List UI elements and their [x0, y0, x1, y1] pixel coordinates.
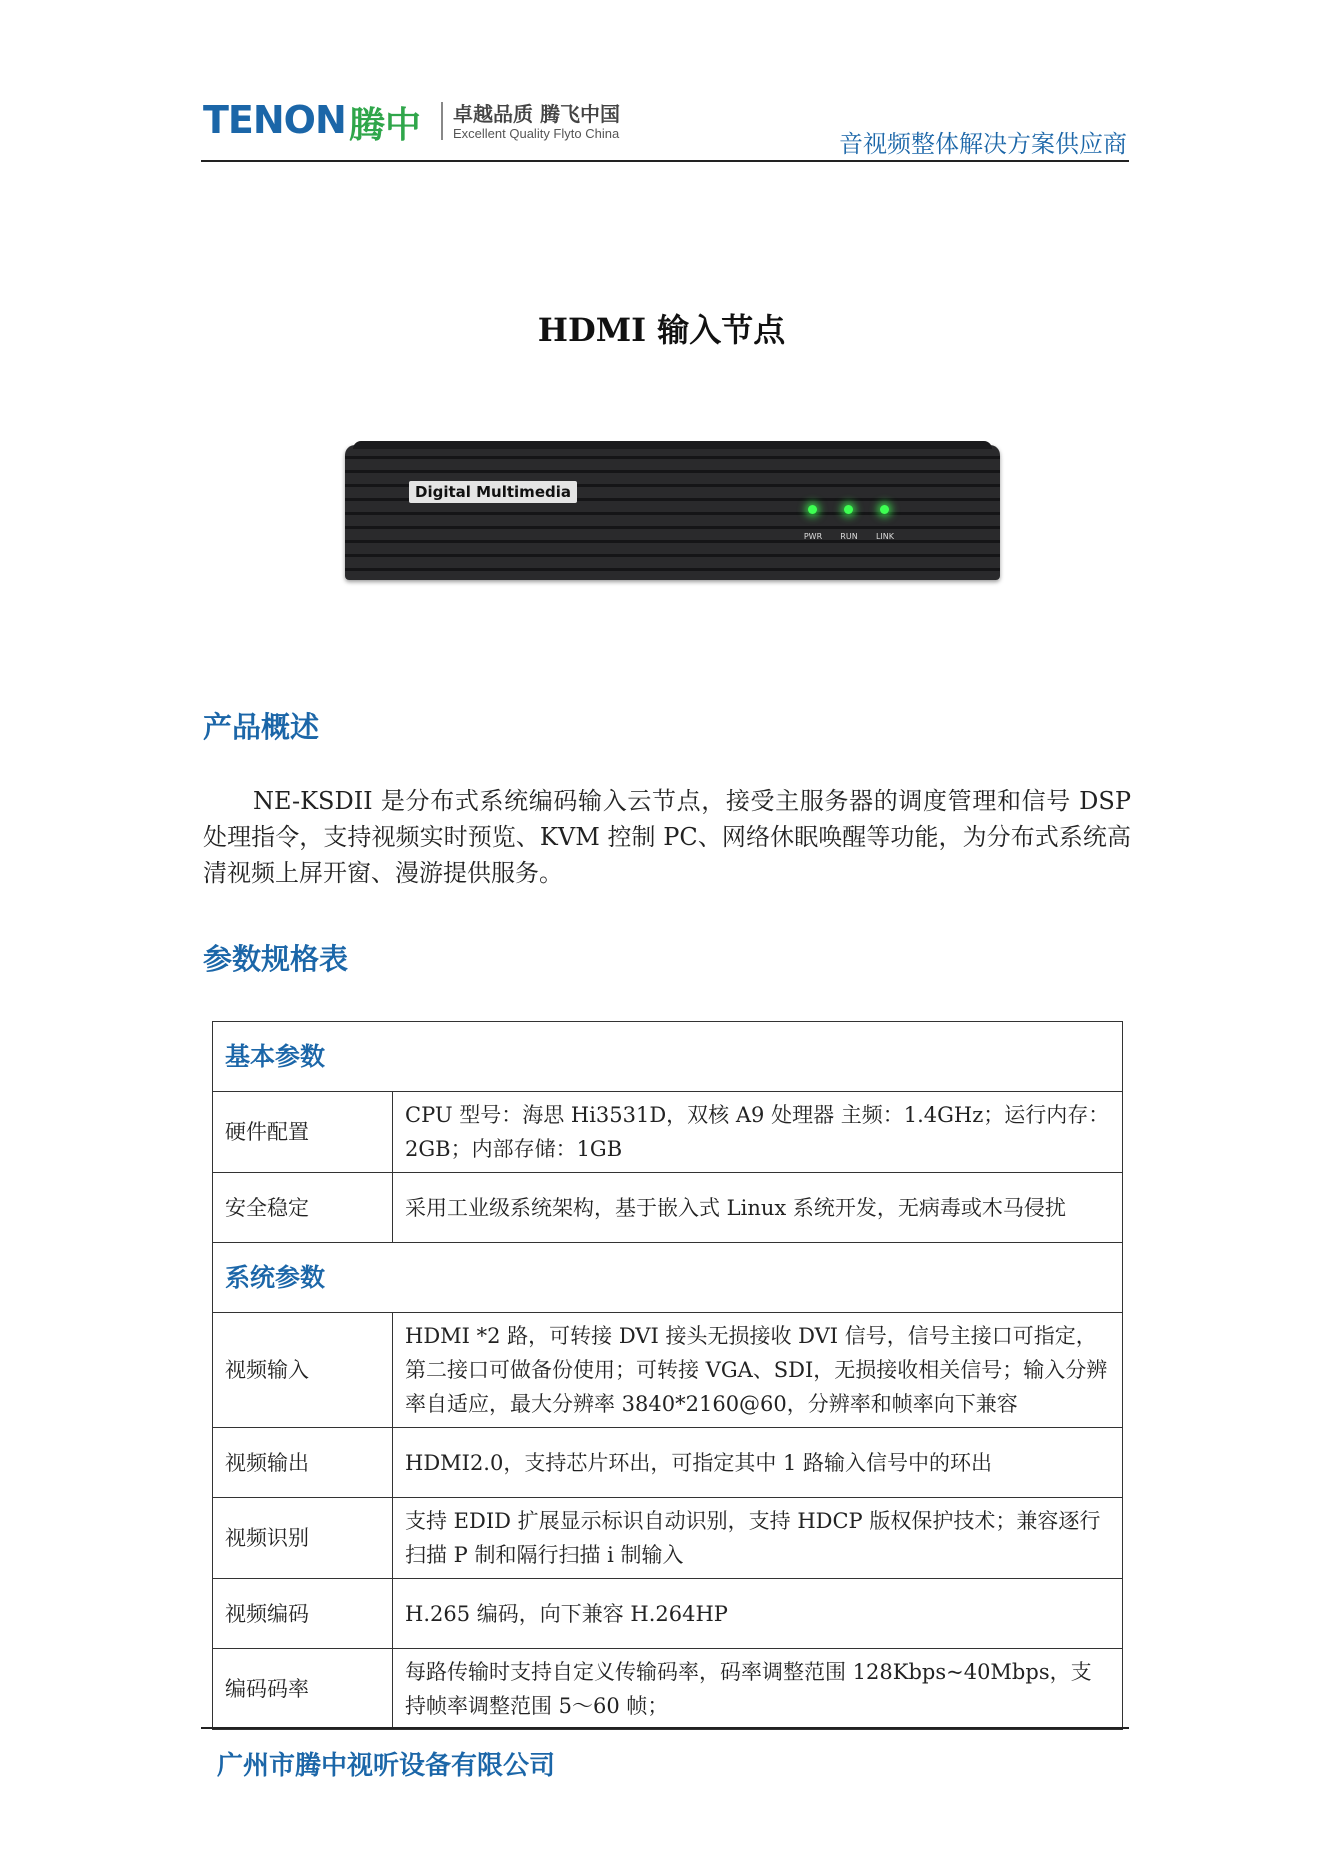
overview-text: [203, 783, 1131, 891]
spec-value: HDMI2.0，支持芯片环出，可指定其中 1 路输入信号中的环出: [393, 1428, 1123, 1498]
spec-row: [213, 1649, 1123, 1730]
spec-value: 支持 EDID 扩展显示标识自动识别，支持 HDCP 版权保护技术；兼容逐行扫描 P 制和隔行扫描 i 制输入: [393, 1498, 1123, 1579]
spec-row: [213, 1428, 1123, 1498]
header-tagline: 音视频整体解决方案供应商: [839, 130, 1127, 158]
overview-heading: 产品概述: [203, 710, 320, 744]
spec-group-row: [213, 1022, 1123, 1092]
led-link: [880, 505, 889, 514]
specs-heading: 参数规格表: [203, 942, 349, 976]
spec-row: [213, 1313, 1123, 1428]
spec-label: 硬件配置: [213, 1092, 393, 1173]
slogan-cn: 卓越品质 腾飞中国: [453, 102, 620, 126]
spec-label: 安全稳定: [213, 1173, 393, 1243]
spec-group-row: [213, 1243, 1123, 1313]
led-label-run: RUN: [840, 532, 858, 541]
led-label-link: LINK: [875, 532, 895, 541]
led-label-pwr: PWR: [803, 532, 823, 541]
device-top-edge: [353, 441, 992, 449]
spec-row: [213, 1092, 1123, 1173]
spec-value: 每路传输时支持自定义传输码率，码率调整范围 128Kbps~40Mbps，支持帧率调整范围 5～60 帧；: [393, 1649, 1123, 1730]
page-title: HDMI 输入节点: [537, 311, 786, 349]
spec-group-title: 系统参数: [213, 1243, 1123, 1313]
spec-label: 视频输出: [213, 1428, 393, 1498]
spec-group-title: 基本参数: [213, 1022, 1123, 1092]
spec-value: 采用工业级系统架构，基于嵌入式 Linux 系统开发，无病毒或木马侵扰: [393, 1173, 1123, 1243]
spec-label: 视频识别: [213, 1498, 393, 1579]
spec-value: HDMI *2 路，可转接 DVI 接头无损接收 DVI 信号，信号主接口可指定，第二接口可做备份使用；可转接 VGA、SDI，无损接收相关信号；输入分辨率自适应，最大分辨率 3840*2160@60，分辨率和帧率向下兼容: [393, 1313, 1123, 1428]
spec-value: H.265 编码，向下兼容 H.264HP: [393, 1579, 1123, 1649]
led-run: [844, 505, 853, 514]
page-header: [201, 92, 1129, 162]
header-divider: [201, 160, 1129, 162]
device-label: Digital Multimedia: [409, 481, 577, 503]
brand-logo-en: TENON: [203, 98, 346, 142]
footer-divider: [201, 1727, 1129, 1729]
spec-value: CPU 型号：海思 Hi3531D，双核 A9 处理器 主频：1.4GHz；运行内存：2GB；内部存储：1GB: [393, 1092, 1123, 1173]
footer-company-name: 广州市腾中视听设备有限公司: [217, 1751, 556, 1781]
overview-body: NE-KSDII 是分布式系统编码输入云节点，接受主服务器的调度管理和信号 DSP 处理指令，支持视频实时预览、KVM 控制 PC、网络休眠唤醒等功能，为分布式系统高清视频上屏开窗、漫游提供服务。: [203, 787, 1131, 887]
spec-label: 编码码率: [213, 1649, 393, 1730]
brand-logo-cn: 腾中: [349, 105, 422, 146]
spec-row: [213, 1579, 1123, 1649]
spec-label: 视频编码: [213, 1579, 393, 1649]
led-pwr: [808, 505, 817, 514]
spec-label: 视频输入: [213, 1313, 393, 1428]
device-image: [345, 445, 1000, 580]
spec-table: [212, 1021, 1123, 1730]
slogan-en: Excellent Quality Flyto China: [453, 126, 620, 141]
spec-row: [213, 1498, 1123, 1579]
logo-divider: [441, 102, 443, 140]
spec-row: [213, 1173, 1123, 1243]
